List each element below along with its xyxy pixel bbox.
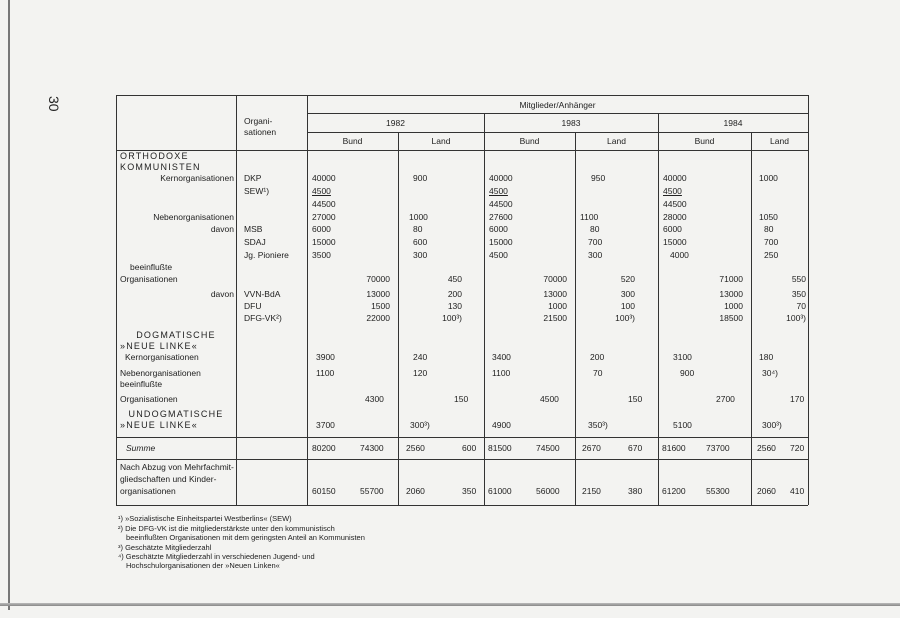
cell: 300 [620,289,635,299]
cell: 450 [447,274,462,284]
cell: 300³) [762,420,782,430]
cell: 170 [790,394,805,404]
cell: 28000 [663,212,687,222]
cell: 240 [413,352,428,362]
cell: 3700 [316,420,335,430]
cell: 2700 [716,394,735,404]
cell: 3400 [492,352,511,362]
cell: 100 [620,301,635,311]
nach-cell: 61000 [488,486,512,496]
cell: 1000 [724,301,743,311]
cell: 700 [764,237,779,247]
cell: 100³) [615,313,635,323]
cell: 1100 [580,212,599,222]
page-edge-left [8,0,10,610]
cell: 1050 [759,212,778,222]
cell: 200 [447,289,462,299]
org-sdaj: SDAJ [244,237,266,247]
cell: 600 [413,237,428,247]
cell: 550 [791,274,806,284]
header-land-82: Land [431,136,451,146]
header-bund-83: Bund [519,136,540,146]
label-undogmatische: UNDOGMATISCHE [128,409,224,419]
nach-cell: 410 [790,486,805,496]
cell: 3100 [673,352,692,362]
header-land-84: Land [770,136,789,146]
page-edge-bottom [0,603,900,606]
cell: 1500 [371,301,390,311]
nach-cell: 380 [628,486,643,496]
cell: 4500 [489,250,508,260]
label-kernorg-2: Kernorganisationen [125,352,199,362]
cell: 300 [413,250,428,260]
page-number: 30 [46,96,62,112]
header-mitglieder: Mitglieder/Anhänger [519,100,596,110]
summe-cell: 81600 [662,443,686,453]
cell: 150 [628,394,643,404]
org-msb: MSB [244,224,263,234]
label-nach-1: Nach Abzug von Mehrfachmit- [120,462,234,472]
col-sep-84 [751,132,752,505]
header-bund-84: Bund [694,136,715,146]
table-bottom-border [116,505,808,506]
cell: 44500 [489,199,513,209]
summe-cell: 2670 [582,443,601,453]
cell: 71000 [719,274,743,284]
summe-cell: 2560 [757,443,776,453]
label-organisationen-1: Organisationen [120,274,178,284]
cell: 6000 [312,224,331,234]
nach-cell: 55300 [706,486,730,496]
nach-cell: 61200 [662,486,686,496]
header-1983: 1983 [561,118,581,128]
table-right-border [808,95,809,505]
cell: 1000 [759,173,778,183]
cell: 5100 [673,420,692,430]
cell: 44500 [312,199,336,209]
label-kommunisten: KOMMUNISTEN [120,162,201,172]
summe-cell: 2560 [406,443,425,453]
cell: 70000 [366,274,390,284]
org-dfu: DFU [244,301,262,311]
footnote-3: ³) Geschätzte Mitgliederzahl [118,543,212,552]
cell: 520 [620,274,635,284]
cell: 70 [593,368,603,378]
cell: 15000 [489,237,513,247]
footnote-4: ⁴) Geschätzte Mitgliederzahl in verschiedenen Jugend- und [118,552,315,561]
line-before-summe [116,437,808,438]
cell: 1100 [492,368,511,378]
cell: 4500 [540,394,559,404]
cell: 350³) [588,420,608,430]
cell: 4900 [492,420,511,430]
nach-cell: 2060 [406,486,425,496]
nach-cell: 60150 [312,486,336,496]
nach-cell: 55700 [360,486,384,496]
col-sep-name [236,95,237,505]
cell: 4300 [365,394,384,404]
summe-cell: 74500 [536,443,560,453]
cell: 80 [413,224,423,234]
cell: 40000 [663,173,687,183]
col-sep-82-83 [484,113,485,505]
cell: 22000 [366,313,390,323]
org-vvn-bda: VVN-BdA [244,289,281,299]
cell: 350 [791,289,806,299]
label-beeinflusste-1: beeinflußte [130,262,173,272]
cell: 70 [796,301,806,311]
summe-cell: 73700 [706,443,730,453]
col-sep-83-84 [658,113,659,505]
label-organisationen-2: Organisationen [120,394,178,404]
cell: 18500 [719,313,743,323]
cell: 80 [590,224,600,234]
cell: 1000 [548,301,567,311]
cell: 120 [413,368,428,378]
nach-cell: 2150 [582,486,601,496]
nach-cell: 2060 [757,486,776,496]
label-davon-1: davon [210,224,234,234]
org-dkp: DKP [244,173,262,183]
label-summe: Summe [126,443,156,453]
header-1982: 1982 [386,118,405,128]
nach-cell: 56000 [536,486,560,496]
nach-cell: 350 [462,486,477,496]
org-dfg-vk: DFG-VK²) [244,313,282,323]
summe-cell: 670 [628,443,643,453]
label-nach-2: gliedschaften und Kinder- [120,474,217,484]
col-sep-83 [575,132,576,505]
header-organisationen: Organi- sationen [244,116,277,137]
cell: 1000 [409,212,428,222]
cell: 3900 [316,352,335,362]
cell: 4500 [489,186,508,196]
cell: 700 [588,237,603,247]
footnote-2: ²) Die DFG-VK ist die mitgliederstärkste unter den kommunistisch [118,524,335,533]
cell: 950 [591,173,606,183]
col-sep-82 [398,132,399,505]
label-neue-linke-2: »NEUE LINKE« [120,420,198,430]
header-line-1 [307,113,808,114]
cell: 100³) [786,313,806,323]
header-1984: 1984 [723,118,743,128]
cell: 40000 [489,173,513,183]
cell: 13000 [719,289,743,299]
cell: 6000 [489,224,508,234]
cell: 900 [680,368,695,378]
cell: 3500 [312,250,331,260]
org-jg-pioniere: Jg. Pioniere [244,250,289,260]
cell: 180 [759,352,774,362]
cell: 15000 [312,237,336,247]
label-davon-2: davon [210,289,234,299]
label-nach-3: organisationen [120,486,176,496]
cell: 44500 [663,199,687,209]
summe-cell: 600 [462,443,477,453]
cell: 900 [413,173,428,183]
cell: 70000 [543,274,567,284]
cell: 30⁴) [762,368,778,378]
label-beeinflusste-2: beeinflußte [120,379,163,389]
summe-cell: 80200 [312,443,336,453]
cell: 300³) [410,420,430,430]
cell: 4000 [670,250,689,260]
cell: 13000 [543,289,567,299]
cell: 27600 [489,212,513,222]
cell: 15000 [663,237,687,247]
table-top-border [116,95,808,96]
header-bund-82: Bund [342,136,363,146]
summe-cell: 81500 [488,443,512,453]
cell: 21500 [543,313,567,323]
cell: 150 [454,394,469,404]
cell: 13000 [366,289,390,299]
cell: 4500 [312,186,331,196]
cell: 100³) [442,313,462,323]
cell: 250 [764,250,779,260]
footnote-2b: beeinflußten Organisationen mit dem geringsten Anteil an Kommunisten [126,533,365,542]
cell: 40000 [312,173,336,183]
cell: 200 [590,352,605,362]
label-nebenorg-1: Nebenorganisationen [153,212,234,222]
cell: 6000 [663,224,682,234]
cell: 27000 [312,212,336,222]
footnote-4b: Hochschulorganisationen der »Neuen Linken« [126,561,280,570]
cell: 4500 [663,186,682,196]
line-after-summe [116,459,808,460]
label-neue-linke-1: »NEUE LINKE« [120,341,198,351]
col-sep-org [307,95,308,505]
header-land-83: Land [607,136,626,146]
label-orthodoxe: ORTHODOXE [120,151,189,161]
label-dogmatische: DOGMATISCHE [136,330,216,340]
header-bottom [116,150,808,151]
cell: 1100 [316,368,335,378]
label-nebenorg-2: Nebenorganisationen [120,368,201,378]
table-left-border [116,95,117,505]
header-line-2 [307,132,808,133]
cell: 80 [764,224,774,234]
cell: 130 [447,301,462,311]
cell: 300 [588,250,603,260]
summe-cell: 720 [790,443,805,453]
label-kernorg-1: Kernorganisationen [160,173,234,183]
summe-cell: 74300 [360,443,384,453]
org-sew: SEW¹) [244,186,270,196]
footnote-1: ¹) »Sozialistische Einheitspartei Westberlins« (SEW) [118,514,292,523]
